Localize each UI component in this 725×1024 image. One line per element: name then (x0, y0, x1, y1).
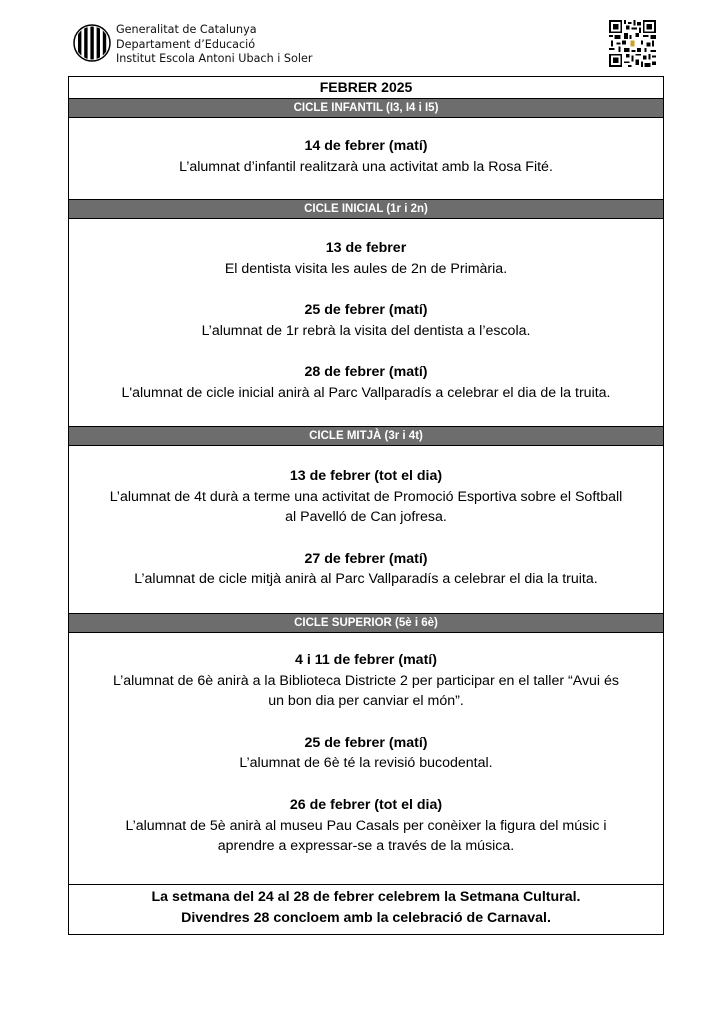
section-band-inicial: CICLE INICIAL (1r i 2n) (69, 200, 663, 219)
section-band-infantil: CICLE INFANTIL (I3, I4 i I5) (69, 99, 663, 118)
event-date: 4 i 11 de febrer (matí) (295, 652, 437, 668)
generalitat-logo-icon (73, 24, 111, 62)
event-date: 13 de febrer (tot el dia) (289, 468, 443, 484)
event-description-continued: un bon dia per canviar el món”. (268, 693, 464, 710)
section-band-superior: CICLE SUPERIOR (5è i 6è) (69, 614, 663, 633)
section-mitja (69, 446, 663, 614)
event-date: 13 de febrer (325, 240, 407, 256)
document-header (73, 20, 658, 70)
section-inicial (69, 219, 663, 427)
event-description: L’alumnat de 1r rebrà la visita del dentista a l’escola. (201, 322, 531, 339)
event-description: El dentista visita les aules de 2n de Primària. (224, 260, 508, 277)
calendar-document (68, 76, 664, 935)
section-band-mitja: CICLE MITJÀ (3r i 4t) (69, 427, 663, 446)
footer-line-1: La setmana del 24 al 28 de febrer celebrem la Setmana Cultural. (151, 889, 581, 905)
month-title: FEBRER 2025 (69, 77, 663, 99)
event-description: L’alumnat de cicle mitjà anirà al Parc Vallparadís a celebrar el dia la truita. (134, 571, 598, 588)
event-description: L’alumnat de 6è té la revisió bucodental. (239, 755, 493, 772)
event-description: L’alumnat de 5è anirà al museu Pau Casals per conèixer la figura del músic i (125, 817, 607, 834)
event-description-continued: aprendre a expressar-se a través de la música. (217, 838, 515, 855)
event-date: 25 de febrer (matí) (304, 734, 428, 751)
org-line-2: Departament d’Educació (116, 37, 256, 51)
event-description: L’alumnat de 4t durà a terme una activitat de Promoció Esportiva sobre el Softball (109, 488, 623, 505)
qr-code-icon (607, 20, 658, 67)
org-line-1: Generalitat de Catalunya (116, 23, 257, 36)
event-date: 28 de febrer (matí) (304, 364, 428, 381)
section-infantil (69, 118, 663, 200)
event-description: L’alumnat d’infantil realitzarà una activitat amb la Rosa Fité. (179, 158, 553, 175)
event-description: L’alumnat de 6è anirà a la Biblioteca Districte 2 per participar en el taller “Avui és (112, 672, 620, 689)
event-date: 26 de febrer (tot el dia) (289, 796, 443, 813)
event-description-continued: al Pavelló de Can jofresa. (285, 509, 447, 526)
organization-name (116, 23, 312, 67)
event-date: 14 de febrer (matí) (304, 138, 428, 154)
event-description: L'alumnat de cicle inicial anirà al Parc Vallparadís a celebrar el dia de la truita. (121, 384, 611, 401)
event-date: 27 de febrer (matí) (304, 550, 428, 567)
event-date: 25 de febrer (matí) (304, 302, 428, 319)
footer-line-2: Divendres 28 concloem amb la celebració de Carnaval. (181, 910, 551, 926)
footer-note (69, 885, 663, 929)
org-line-3: Institut Escola Antoni Ubach i Soler (116, 52, 313, 65)
section-superior (69, 633, 663, 885)
